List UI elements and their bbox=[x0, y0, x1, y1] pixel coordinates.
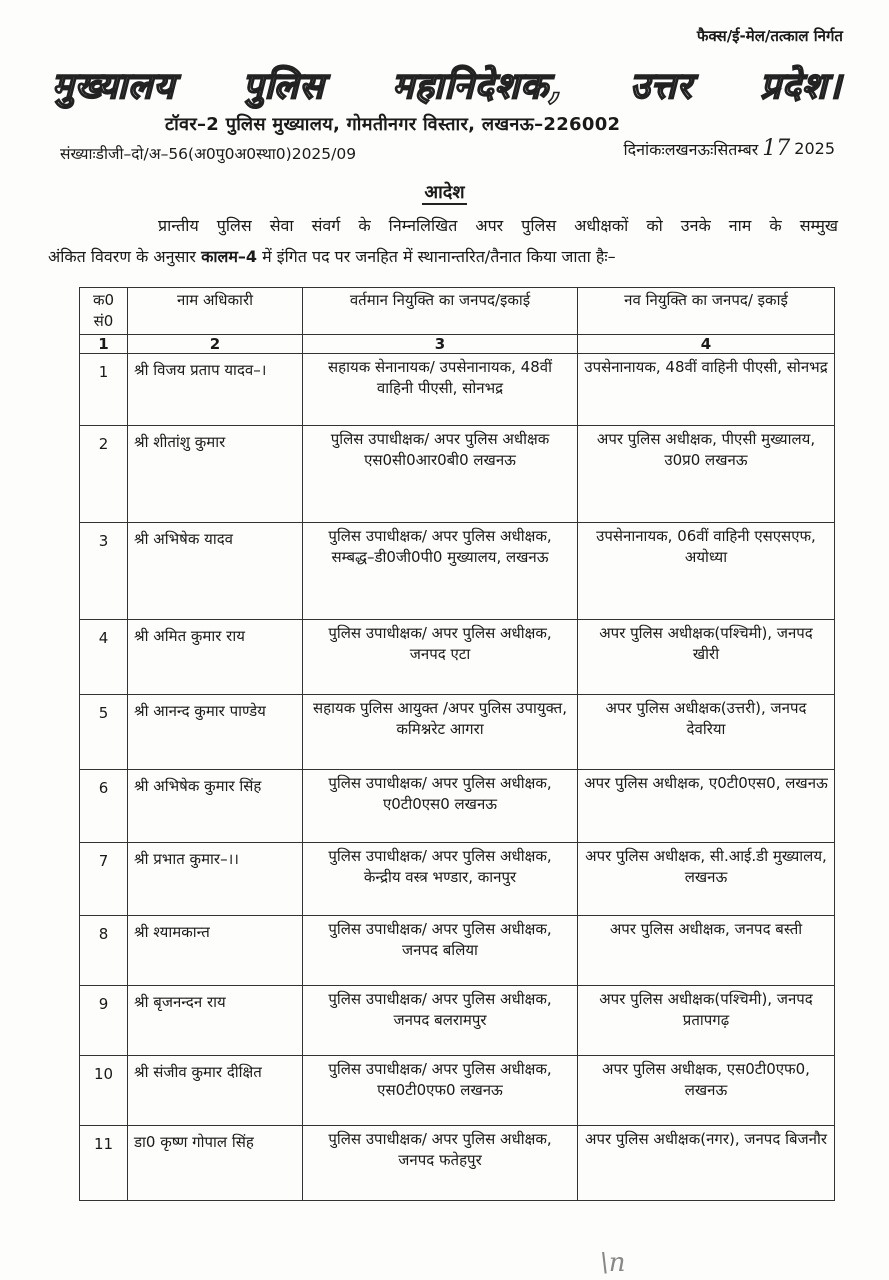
new-posting-cell: उपसेनानायक, 06वीं वाहिनी एसएसएफ, अयोध्या bbox=[578, 523, 835, 620]
header-serial: क0 सं0 bbox=[80, 288, 128, 335]
paragraph-line-2a: अंकित विवरण के अनुसार bbox=[48, 247, 202, 266]
officer-name-cell: डा0 कृष्ण गोपाल सिंह bbox=[128, 1126, 303, 1201]
paragraph-line-2b: में इंगित पद पर जनहित में स्थानान्तरित/तैनात किया जाता हैः– bbox=[257, 247, 616, 266]
new-posting-cell: अपर पुलिस अधीक्षक(नगर), जनपद बिजनौर bbox=[578, 1126, 835, 1201]
officer-name-cell: श्री प्रभात कुमार–।। bbox=[128, 843, 303, 916]
current-posting-cell: पुलिस उपाधीक्षक/ अपर पुलिस अधीक्षक एस0सी0आर0बी0 लखनऊ bbox=[303, 426, 578, 523]
current-posting-cell: पुलिस उपाधीक्षक/ अपर पुलिस अधीक्षक, सम्बद्ध–डी0जी0पी0 मुख्यालय, लखनऊ bbox=[303, 523, 578, 620]
officer-name-cell: श्री बृजनन्दन राय bbox=[128, 986, 303, 1056]
current-posting-cell: पुलिस उपाधीक्षक/ अपर पुलिस अधीक्षक, जनपद फतेहपुर bbox=[303, 1126, 578, 1201]
header-new-posting: नव नियुक्ति का जनपद/ इकाई bbox=[578, 288, 835, 335]
order-date bbox=[624, 136, 835, 161]
serial-cell: 6 bbox=[80, 770, 128, 843]
current-posting-cell: सहायक पुलिस आयुक्त /अपर पुलिस उपायुक्त, कमिश्नरेट आगरा bbox=[303, 695, 578, 770]
table-row bbox=[80, 426, 835, 523]
serial-cell: 11 bbox=[80, 1126, 128, 1201]
table-row bbox=[80, 1126, 835, 1201]
current-posting-cell: पुलिस उपाधीक्षक/ अपर पुलिस अधीक्षक, ए0टी0एस0 लखनऊ bbox=[303, 770, 578, 843]
table-row bbox=[80, 695, 835, 770]
new-posting-cell: उपसेनानायक, 48वीं वाहिनी पीएसी, सोनभद्र bbox=[578, 354, 835, 426]
letterhead bbox=[52, 60, 842, 109]
table-header-row bbox=[80, 288, 835, 335]
current-posting-cell: पुलिस उपाधीक्षक/ अपर पुलिस अधीक्षक, केन्द्रीय वस्त्र भण्डार, कानपुर bbox=[303, 843, 578, 916]
table-row bbox=[80, 620, 835, 695]
officer-name-cell: श्री अभिषेक कुमार सिंह bbox=[128, 770, 303, 843]
date-prefix: दिनांकःलखनऊःसितम्बर bbox=[623, 139, 759, 159]
handwritten-mark: \n bbox=[600, 1248, 626, 1278]
letterhead-word: प्रदेश। bbox=[760, 65, 842, 107]
fax-email-note: फैक्स/ई-मेल/तत्काल निर्गत bbox=[696, 27, 843, 45]
table-row bbox=[80, 916, 835, 986]
header-officer-name: नाम अधिकारी bbox=[128, 288, 303, 335]
table-row bbox=[80, 770, 835, 843]
reference-number: संख्याःडीजी–दो/अ–56(अ0पु0अ0स्था0)2025/09 bbox=[60, 145, 357, 163]
new-posting-cell: अपर पुलिस अधीक्षक, सी.आई.डी मुख्यालय, लखनऊ bbox=[578, 843, 835, 916]
table-row bbox=[80, 843, 835, 916]
office-address: टॉवर–2 पुलिस मुख्यालय, गोमतीनगर विस्तार, लखनऊ–226002 bbox=[165, 114, 621, 135]
order-paragraph bbox=[48, 210, 838, 272]
serial-cell: 10 bbox=[80, 1056, 128, 1126]
paragraph-column-ref: कालम–4 bbox=[201, 247, 258, 266]
serial-cell: 7 bbox=[80, 843, 128, 916]
officer-name-cell: श्री अभिषेक यादव bbox=[128, 523, 303, 620]
new-posting-cell: अपर पुलिस अधीक्षक, जनपद बस्ती bbox=[578, 916, 835, 986]
letterhead-word: मुख्यालय bbox=[52, 65, 176, 107]
serial-cell: 4 bbox=[80, 620, 128, 695]
column-index-row bbox=[80, 335, 835, 354]
serial-cell: 1 bbox=[80, 354, 128, 426]
table-row bbox=[80, 354, 835, 426]
officer-name-cell: श्री अमित कुमार राय bbox=[128, 620, 303, 695]
column-index: 2 bbox=[128, 335, 303, 354]
new-posting-cell: अपर पुलिस अधीक्षक, ए0टी0एस0, लखनऊ bbox=[578, 770, 835, 843]
current-posting-cell: पुलिस उपाधीक्षक/ अपर पुलिस अधीक्षक, एस0टी0एफ0 लखनऊ bbox=[303, 1056, 578, 1126]
transfer-table bbox=[79, 287, 835, 1201]
letterhead-word: उत्तर bbox=[630, 65, 693, 107]
serial-cell: 3 bbox=[80, 523, 128, 620]
serial-cell: 8 bbox=[80, 916, 128, 986]
table-row bbox=[80, 986, 835, 1056]
new-posting-cell: अपर पुलिस अधीक्षक, पीएसी मुख्यालय, उ0प्र0 लखनऊ bbox=[578, 426, 835, 523]
column-index: 1 bbox=[80, 335, 128, 354]
column-index: 4 bbox=[578, 335, 835, 354]
current-posting-cell: सहायक सेनानायक/ उपसेनानायक, 48वीं वाहिनी पीएसी, सोनभद्र bbox=[303, 354, 578, 426]
date-day-handwritten: 17 bbox=[762, 136, 791, 161]
new-posting-cell: अपर पुलिस अधीक्षक, एस0टी0एफ0, लखनऊ bbox=[578, 1056, 835, 1126]
paragraph-line-1: प्रान्तीय पुलिस सेवा संवर्ग के निम्नलिखित अपर पुलिस अधीक्षकों को उनके नाम के सम्मुख bbox=[158, 216, 838, 235]
table-body bbox=[80, 354, 835, 1201]
officer-name-cell: श्री संजीव कुमार दीक्षित bbox=[128, 1056, 303, 1126]
current-posting-cell: पुलिस उपाधीक्षक/ अपर पुलिस अधीक्षक, जनपद बलरामपुर bbox=[303, 986, 578, 1056]
officer-name-cell: श्री श्यामकान्त bbox=[128, 916, 303, 986]
new-posting-cell: अपर पुलिस अधीक्षक(पश्चिमी), जनपद प्रतापगढ़ bbox=[578, 986, 835, 1056]
new-posting-cell: अपर पुलिस अधीक्षक(पश्चिमी), जनपद खीरी bbox=[578, 620, 835, 695]
new-posting-cell: अपर पुलिस अधीक्षक(उत्तरी), जनपद देवरिया bbox=[578, 695, 835, 770]
current-posting-cell: पुलिस उपाधीक्षक/ अपर पुलिस अधीक्षक, जनपद बलिया bbox=[303, 916, 578, 986]
order-title: आदेश bbox=[424, 182, 465, 203]
current-posting-cell: पुलिस उपाधीक्षक/ अपर पुलिस अधीक्षक, जनपद एटा bbox=[303, 620, 578, 695]
officer-name-cell: श्री विजय प्रताप यादव–। bbox=[128, 354, 303, 426]
serial-cell: 2 bbox=[80, 426, 128, 523]
date-year: 2025 bbox=[794, 139, 835, 158]
officer-name-cell: श्री शीतांशु कुमार bbox=[128, 426, 303, 523]
letterhead-word: पुलिस bbox=[242, 65, 325, 107]
table-row bbox=[80, 523, 835, 620]
table-row bbox=[80, 1056, 835, 1126]
header-current-posting: वर्तमान नियुक्ति का जनपद/इकाई bbox=[303, 288, 578, 335]
column-index: 3 bbox=[303, 335, 578, 354]
letterhead-word: महानिदेशक, bbox=[392, 65, 563, 107]
serial-cell: 9 bbox=[80, 986, 128, 1056]
serial-cell: 5 bbox=[80, 695, 128, 770]
officer-name-cell: श्री आनन्द कुमार पाण्डेय bbox=[128, 695, 303, 770]
